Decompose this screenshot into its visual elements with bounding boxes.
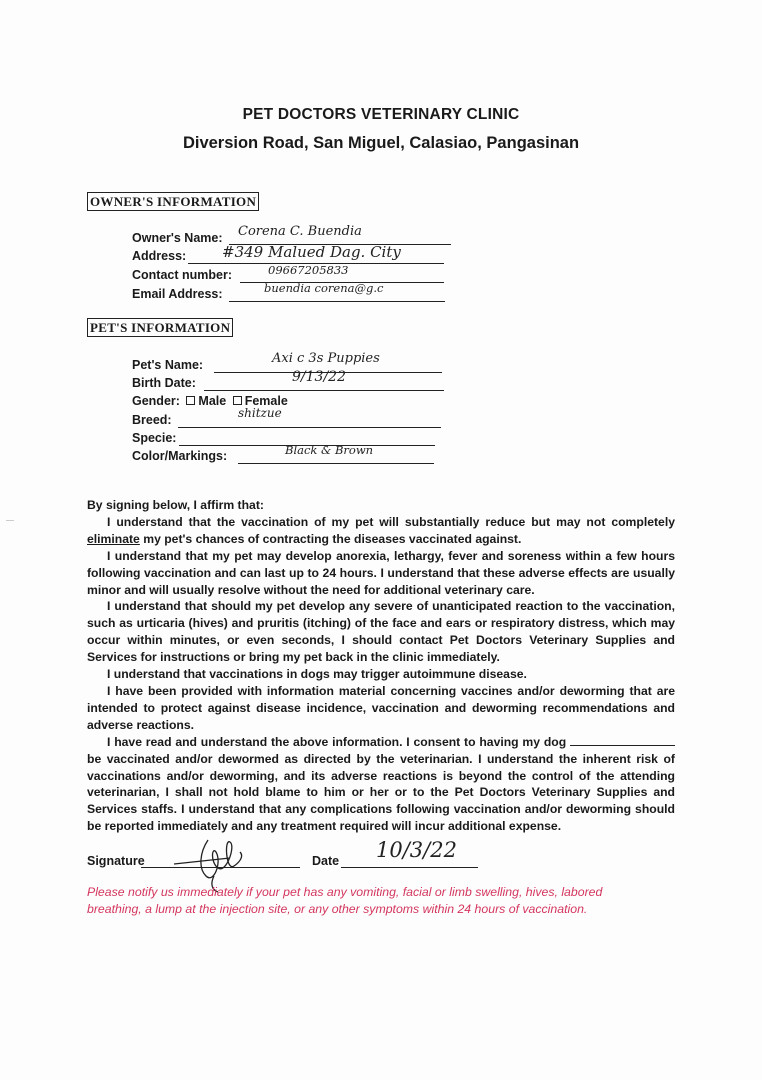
pet-name-label: Pet's Name:	[132, 358, 204, 372]
date-value: 10/3/22	[376, 838, 457, 862]
owner-name-value: Corena C. Buendia	[238, 224, 362, 239]
date-label: Date	[312, 854, 340, 868]
consent-intro: By signing below, I affirm that:	[87, 498, 264, 512]
gender-female-label: Female	[244, 394, 288, 408]
color-markings-value: Black & Brown	[285, 443, 374, 457]
consent-paragraph-3: I understand that should my pet develop any severe of unanticipated reaction to the vaccination, such as urticaria (hives) and pruritis (itching) of the face and ears or respiratory distress, which may occur within minutes, or even seconds, I should contact Pet Doctors Veterinary Supplies and Services for instructions or bring my pet back in the clinic immediately.	[87, 599, 675, 665]
post-vaccination-notice: Please notify us immediately if your pet has any vomiting, facial or limb swelling, hives, labored breathing, a lump at the injection site, or any other symptoms within 24 hours of vaccination.	[87, 885, 603, 916]
owner-section-heading: OWNER'S INFORMATION	[87, 192, 259, 211]
color-markings-label: Color/Markings:	[132, 449, 228, 463]
dog-name-blank[interactable]	[570, 734, 675, 746]
clinic-address: Diversion Road, San Miguel, Calasiao, Pangasinan	[182, 134, 580, 152]
email-label: Email Address:	[132, 287, 223, 301]
birth-date-label: Birth Date:	[132, 376, 196, 390]
pet-name-value: Axi c 3s Puppies	[272, 351, 380, 366]
owner-name-label: Owner's Name:	[132, 231, 223, 245]
breed-field[interactable]	[178, 411, 441, 428]
birth-date-value: 9/13/22	[292, 369, 346, 385]
consent-paragraph-1: I understand that the vaccination of my pet will substantially reduce but may not completely eliminate my pet's chances of contracting the diseases vaccinated against.	[87, 514, 675, 546]
consent-paragraph-5: I have been provided with information material concerning vaccines and/or deworming that are intended to protect against disease incidence, vaccination and deworming recommendations and adverse reactions.	[87, 683, 675, 732]
contact-number-label: Contact number:	[132, 268, 232, 282]
contact-number-value: 09667205833	[268, 263, 349, 277]
pet-section-heading: PET'S INFORMATION	[87, 318, 233, 337]
breed-label: Breed:	[132, 413, 172, 427]
gender-male-checkbox[interactable]	[186, 396, 195, 405]
signature-label: Signature	[87, 854, 145, 868]
consent-paragraph-6: I have read and understand the above information. I consent to having my dog be vaccinated and/or dewormed as directed by the veterinarian. I understand the inherent risk of vaccinations and/or deworming, and its adverse reactions is beyond the control of the attending veterinarian, I shall not hold blame to him or her or to the Pet Doctors Veterinary Supplies and Services staffs. I understand that any complications following vaccination and/or deworming should be reported immediately and any treatment required will incur additional expense.	[87, 734, 675, 834]
consent-statement	[87, 497, 675, 835]
email-value: buendia corena@g.c	[264, 281, 384, 295]
consent-paragraph-2: I understand that my pet may develop anorexia, lethargy, fever and soreness within a few hours following vaccination and can last up to 24 hours. I understand that these adverse effects are usually minor and will usually resolve without the need for additional veterinary care.	[87, 548, 675, 597]
gender-female-checkbox[interactable]	[233, 396, 242, 405]
scan-artifact	[6, 520, 14, 525]
consent-paragraph-4: I understand that vaccinations in dogs may trigger autoimmune disease.	[107, 667, 527, 682]
address-value: #349 Malued Dag. City	[222, 243, 401, 261]
breed-value: shitzue	[238, 406, 282, 420]
gender-label: Gender:	[132, 394, 180, 408]
gender-male-label: Male	[198, 394, 227, 408]
address-label: Address:	[132, 249, 187, 263]
clinic-name: PET DOCTORS VETERINARY CLINIC	[242, 106, 520, 123]
specie-label: Specie:	[132, 431, 177, 445]
